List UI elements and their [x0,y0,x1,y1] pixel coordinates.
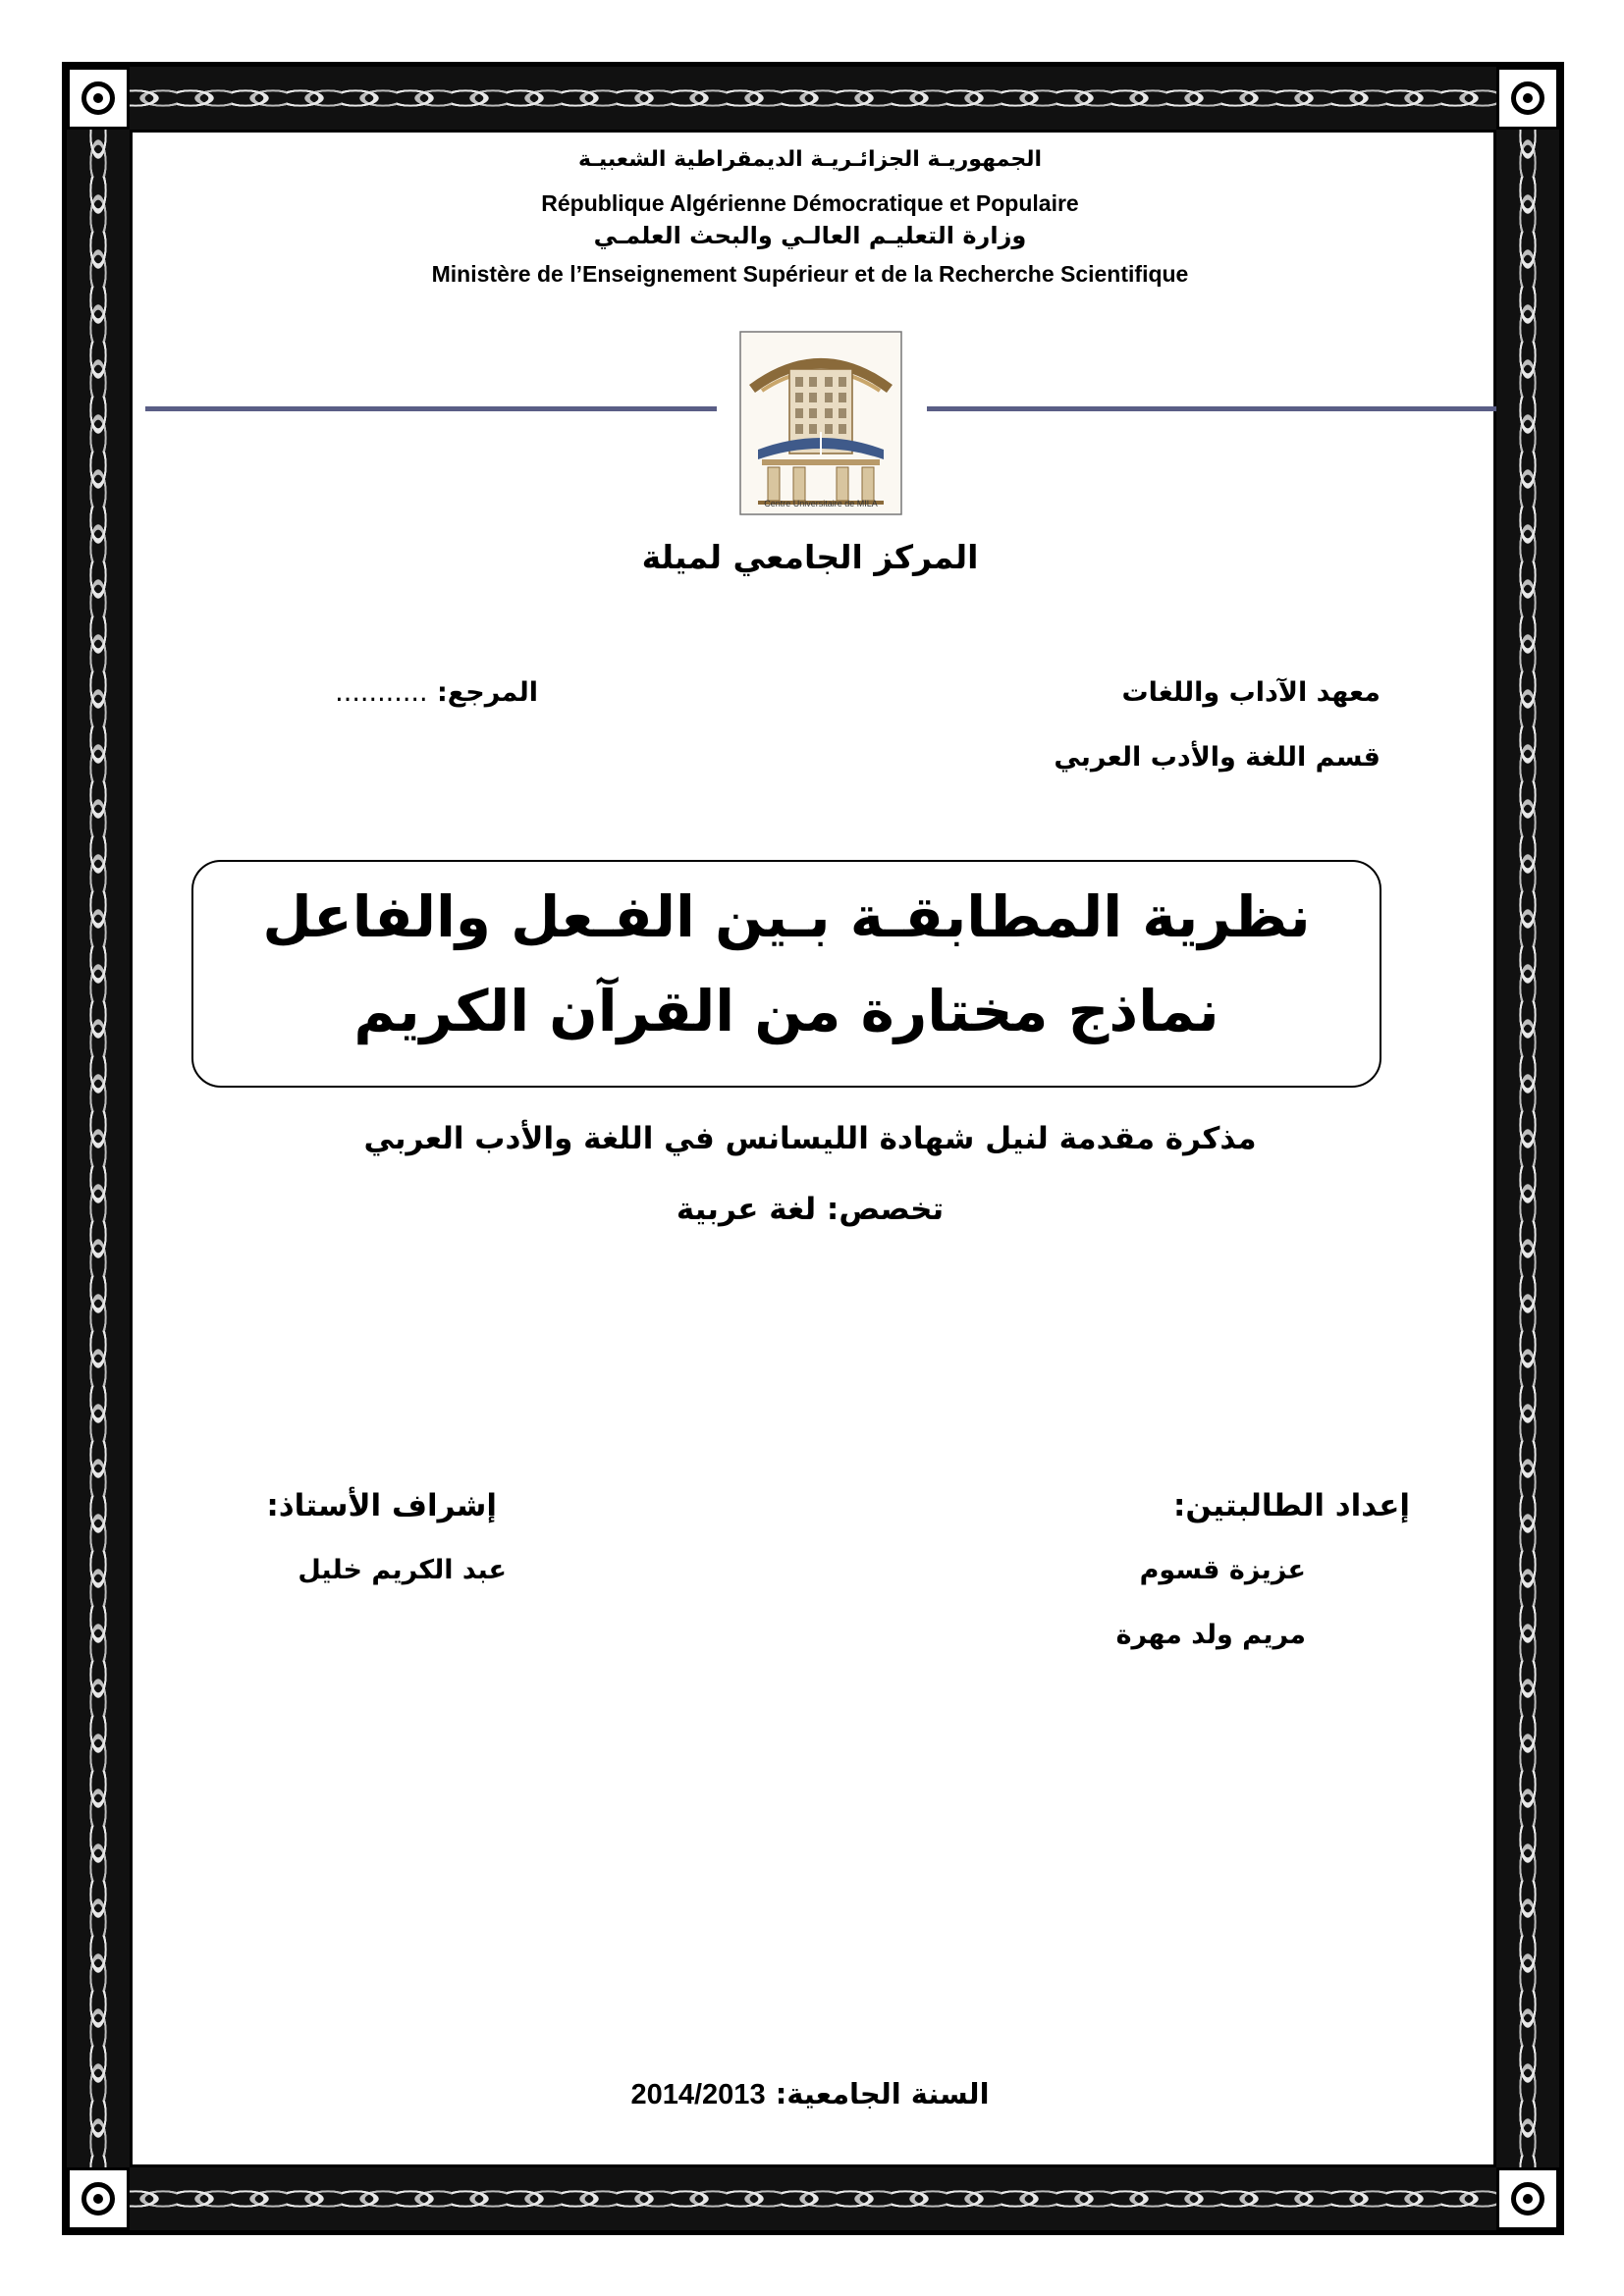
academic-year-value: 2014/2013 [630,2079,766,2110]
border-top-band [67,67,1559,130]
logo-caption: Centre Universitaire de MILA [764,499,878,508]
academic-year-label: السنة الجامعية: [775,2077,990,2110]
corner-ornament-icon [1496,67,1559,130]
header-rule-left [145,406,717,411]
thesis-title-line-1: نظرية المطابقـة بـين الفـعل والفاعل [262,883,1311,950]
republic-name-french: République Algérienne Démocratique et Populaire [541,190,1079,216]
thesis-title-box [191,860,1381,1088]
student-name: عزيزة قسوم [1139,1555,1306,1585]
corner-ornament-icon [67,67,130,130]
header-rule-right [927,406,1496,411]
reference-value: ........... [335,677,428,708]
thesis-title-line-2: نماذج مختارة من القرآن الكريم [353,978,1219,1044]
department-name: قسم اللغة والأدب العربي [1054,742,1380,773]
reference-label: المرجع: [437,677,538,708]
student-name: مريم ولد مهرة [1115,1620,1306,1650]
corner-ornament-icon [67,2167,130,2230]
supervisor-name: عبد الكريم خليل [298,1555,507,1585]
reference-field [283,677,538,708]
supervision-label: إشراف الأستاذ: [266,1488,497,1523]
university-center-name: المركز الجامعي لميلة [641,538,979,576]
ministry-name-french: Ministère de l’Enseignement Supérieur et de la Recherche Scientifique [431,261,1189,287]
corner-ornament-icon [1496,2167,1559,2230]
prepared-by-label: إعداد الطالبتين: [1172,1488,1410,1523]
institute-name: معهد الآداب واللغات [1121,677,1380,708]
border-left-band [67,67,130,2230]
border-bottom-band [67,2167,1559,2230]
academic-year [295,2077,1326,2111]
republic-name-arabic: الجمهوريـة الجزائـريـة الديمقراطية الشعبيـة [577,147,1042,172]
border-right-band [1496,67,1559,2230]
thesis-purpose: مذكرة مقدمة لنيل شهادة الليسانس في اللغة والأدب العربي [363,1121,1257,1156]
specialty: تخصص: لغة عربية [676,1192,945,1227]
ministry-name-arabic: وزارة التعليـم العالـي والبحث العلمـي [593,222,1027,249]
university-building-logo-icon [738,330,903,516]
